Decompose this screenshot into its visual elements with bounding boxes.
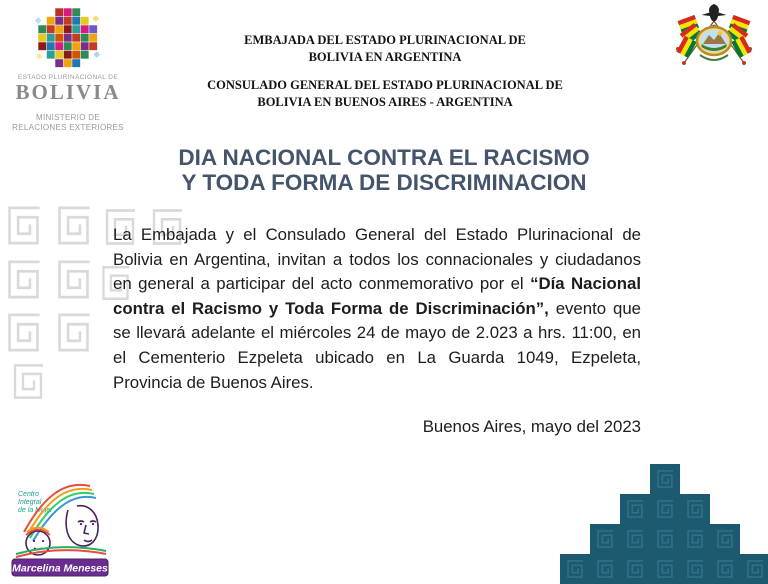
consulate-heading	[168, 77, 602, 111]
consulate-line2: BOLIVIA EN BUENOS AIRES - ARGENTINA	[257, 95, 513, 109]
country-name: BOLIVIA	[15, 80, 121, 104]
ministry-line1: MINISTERIO DE	[36, 113, 100, 123]
greek-key-icon	[52, 309, 95, 356]
page-title-line2: Y TODA FORMA DE DISCRIMINACION	[181, 169, 587, 195]
invitation-paragraph	[113, 223, 641, 395]
bolivia-ministry-logo	[6, 4, 130, 134]
embassy-line1: EMBAJADA DEL ESTADO PLURINACIONAL DE	[244, 33, 526, 47]
ministry-line2: RELACIONES EXTERIORES	[12, 123, 124, 133]
org-name-banner-text: Marcelina Meneses	[12, 562, 108, 575]
bolivia-coat-of-arms-icon	[670, 3, 758, 73]
greek-key-icon	[52, 256, 95, 303]
header-titles	[168, 32, 602, 111]
marcelina-meneses-logo	[8, 480, 112, 580]
ministry-label	[6, 113, 130, 134]
org-line3: de la Mujer	[18, 507, 53, 514]
name-banner	[12, 559, 108, 576]
greek-key-icon	[52, 202, 95, 249]
greek-key-icon	[2, 202, 45, 249]
whipala-mosaic-icon	[35, 4, 101, 72]
org-line2: Integral	[18, 499, 42, 506]
event-details: evento que se llevará adelante el miércoles 24 de mayo de 2.023 a hrs. 11:00, en el Cementerio Ezpeleta ubicado en La Guarda 1049, Ezpeleta, Provincia de Buenos Aires.	[113, 298, 641, 392]
event-name: “Día Nacional contra el Racismo y Toda Forma de Discriminación”,	[113, 274, 641, 318]
country-label: ESTADO PLURINACIONAL DE	[17, 74, 119, 81]
consulate-line1: CONSULADO GENERAL DEL ESTADO PLURINACIONAL DE	[207, 78, 563, 92]
embassy-line2: BOLIVIA EN ARGENTINA	[308, 50, 462, 64]
org-line1: Centro	[18, 491, 40, 498]
invitation-intro: La Embajada y el Consulado General del Estado Plurinacional de Bolivia en Argentina, invitan a todos los connacionales y ciudadanos en general a participar del acto conmemorativo por el	[113, 225, 641, 294]
greek-key-icon	[2, 309, 45, 356]
greek-key-icon	[2, 256, 45, 303]
embassy-heading	[168, 32, 602, 66]
greek-key-icon	[8, 360, 48, 403]
page-title	[0, 146, 768, 195]
dateline: Buenos Aires, mayo del 2023	[422, 417, 641, 436]
page-title-line1: DIA NACIONAL CONTRA EL RACISMO	[178, 145, 590, 170]
